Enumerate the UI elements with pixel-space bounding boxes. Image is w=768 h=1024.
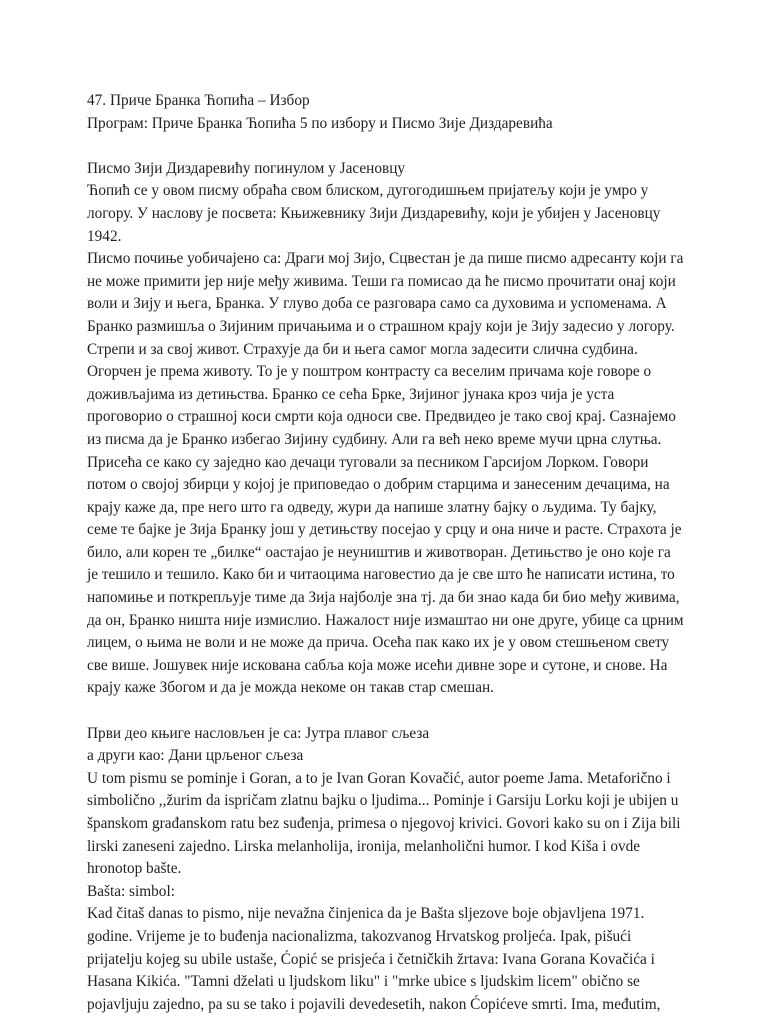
paragraph-gap [87,700,687,723]
section-title-letter: Писмо Зији Диздаревићу погинулом у Јасеновцу [87,159,406,177]
letter-summary-paragraph: Ћопић се у овом писму обраћа свом блиском, дугогодишњем пријатељу који је умро у логору. У наслову је посвета: Књижевнику Зији Диздаревићу, који је убијен у Јасеновцу 1942. Писмо почиње уобичајено са: Драги мој Зијо, Сцвестан је да пише писмо адресанту који га не може примити јер није међу живима. Теши га помисао да ће писмо прочитати онај који воли и Зију и њега, Бранка. У глуво доба се разговара само са духовима и успоменама. А Бранко размишља о Зијиним причањима и о страшном крају који је Зију задесио у логору. Стрепи и за свој живот. Страхује да би и њега самог могла задесити слична судбина. Огорчен је према животу. То је у поштром контрасту са веселим причама које говоре о доживљајима из детињства. Бранко се сећа Брке, Зијиног јунака кроз чија је уста проговорио о страшној коси смрти која односи све. Предвидео је тако свој крај. Сазнајемо из писма да је Бранко избегао Зијину судбину. Али га већ неко време мучи црна слутња. Присећа се како су заједно као дечаци туговали за песником Гарсијом Лорком. Говори потом о својој збирци у којој је приповедао о добрим старцима и занесеним дечацима, на крају каже да, пре него што га одведу, жури да напише златну бајку о људима. Ту бајку, семе те бајке је Зија Бранку још у детињству посејао у срцу и она ниче и расте. Страхота је било, али корен те „билке“ оастајао је неуништив и животворан. Детињство је оно које га је тешило и тешило. Како би и читаоцима наговестио да је све што ће написати истина, то напомиње и поткрепљује тиме да Зија најболје зна тј. да би знао када би био међу живима, да он, Бранко ништа није измислио. Нажалост није измаштао ни оне друге, убице са црним лицем, о њима не воли и не може да прича. Осећа пак како их је у овом стешњеном свету све више. Јошувек није искована сабља која може исећи дивне зоре и сутоне, и снове. На крају каже Збогом и да је можда некоме он такав стар смешан. [87,182,684,697]
book-part-two-title: а други као: Дани црљеног сљеза [87,747,304,765]
paragraph-gap [87,135,687,158]
goran-lorka-paragraph: U tom pismu se pominje i Goran, a to je Ivan Goran Kovačić, autor poeme Jama. Metaforično i simbolično ,,žurim da ispričam zlatnu bajku o ljudima... Pominje i Garsiju Lorku koji je ubijen u španskom građanskom ratu bez suđenja, primesa o njegovoj krivici. Govori kako su on i Zija bili lirski zaneseni zajedno. Lirska melanholija, ironija, melanholični humor. I kod Kiša i ovde hronotop bašte. [87,769,681,878]
document-page [87,90,687,1016]
program-line: Програм: Приче Бранка Ћопића 5 по избору и Писмо Зије Диздаревића [87,114,553,132]
book-part-one-title: Први део књиге насловљен је са: Јутра плавог сљеза [87,724,430,742]
document-heading: 47. Приче Бранка Ћопића – Избор [87,92,310,109]
basta-symbol-line: Bašta: simbol: [87,882,175,900]
context-paragraph: Kad čitaš danas to pismo, nije nevažna činjenica da je Bašta sljezove boje objavljena 1971. godine. Vrijeme je to buđenja nacionalizma, takozvanog Hrvatskog proljeća. Ipak, pišući prijatelju kojeg su ubile ustaše, Ćopić se prisjeća i četničkih žrtava: Ivana Gorana Kovačića i Hasana Kikića. "Tamni dželati u ljudskom liku" i "mrke ubice s ljudskim licem" obično se pojavljuju zajedno, pa su se tako i pojavili devedesetih, nakon Ćopićeve smrti. Ima, međutim, [87,905,661,1013]
